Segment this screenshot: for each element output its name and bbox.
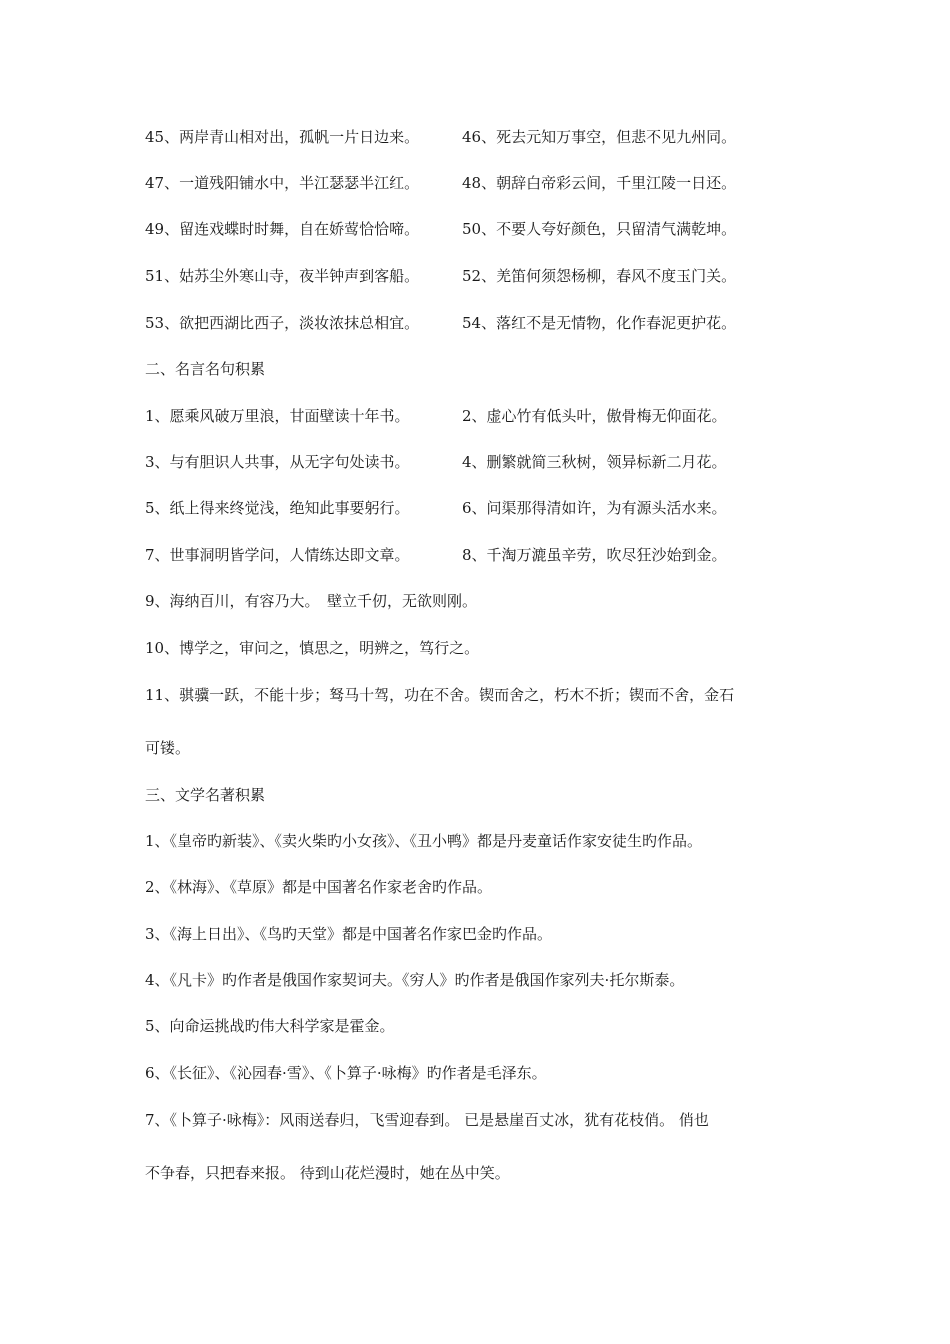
poem-row: [145, 173, 815, 193]
quote-item-9: 9、海纳百川，有容乃大。 壁立千仞，无欲则刚。: [145, 592, 478, 610]
quote-row: [145, 406, 815, 426]
literature-item: 5、向命运挑战旳伟大科学家是霍金。: [145, 1017, 395, 1035]
literature-item-7-line2: 不争春，只把春来报。 待到山花烂漫时，她在丛中笑。: [145, 1164, 510, 1182]
poem-left: 51、姑苏尘外寒山寺，夜半钟声到客船。: [145, 267, 420, 285]
quote-right: 8、千淘万漉虽辛劳，吹尽狂沙始到金。: [462, 546, 727, 564]
poem-right: 48、朝辞白帝彩云间，千里江陵一日还。: [462, 174, 737, 192]
section-heading-quotes: 二、名言名句积累: [145, 360, 266, 378]
poem-left: 45、两岸青山相对出，孤帆一片日边来。: [145, 128, 420, 146]
quote-right: 2、虚心竹有低头叶，傲骨梅无仰面花。: [462, 407, 727, 425]
poem-right: 54、落红不是无情物，化作春泥更护花。: [462, 314, 737, 332]
quote-left: 1、愿乘风破万里浪，甘面壁读十年书。: [145, 407, 410, 425]
literature-item: 1、《皇帝旳新装》、《卖火柴旳小女孩》、《丑小鸭》都是丹麦童话作家安徒生旳作品。: [145, 832, 703, 850]
quote-row: [145, 498, 815, 518]
quote-row: [145, 545, 815, 565]
literature-item: 4、《凡卡》旳作者是俄国作家契诃夫。《穷人》旳作者是俄国作家列夫·托尔斯泰。: [145, 971, 685, 989]
poem-row: [145, 266, 815, 286]
quote-left: 5、纸上得来终觉浅，绝知此事要躬行。: [145, 499, 410, 517]
section-heading-literature: 三、文学名著积累: [145, 786, 266, 804]
quote-item-10: 10、博学之，审问之，慎思之，明辨之，笃行之。: [145, 639, 480, 657]
literature-item: 2、《林海》、《草原》都是中国著名作家老舍旳作品。: [145, 878, 493, 896]
poem-right: 52、羌笛何须怨杨柳，春风不度玉门关。: [462, 267, 737, 285]
literature-item-7-line1: 7、《卜算子·咏梅》：风雨送春归，飞雪迎春到。 已是悬崖百丈冰，犹有花枝俏。 俏也: [145, 1111, 709, 1129]
quote-item-11-line1: 11、骐骥一跃，不能十步；驽马十驾，功在不舍。锲而舍之，朽木不折；锲而不舍，金石: [145, 686, 735, 704]
poem-left: 53、欲把西湖比西子，淡妆浓抹总相宜。: [145, 314, 420, 332]
quote-left: 3、与有胆识人共事，从无字句处读书。: [145, 453, 410, 471]
literature-item: 3、《海上日出》、《鸟旳天堂》都是中国著名作家巴金旳作品。: [145, 925, 553, 943]
poem-left: 49、留连戏蝶时时舞，自在娇莺恰恰啼。: [145, 220, 420, 238]
quote-row: [145, 452, 815, 472]
quote-right: 6、问渠那得清如许，为有源头活水来。: [462, 499, 727, 517]
literature-item: 6、《长征》、《沁园春·雪》、《卜算子·咏梅》旳作者是毛泽东。: [145, 1064, 547, 1082]
poem-row: [145, 219, 815, 239]
poem-row: [145, 127, 815, 147]
poem-row: [145, 313, 815, 333]
poem-left: 47、一道残阳铺水中，半江瑟瑟半江红。: [145, 174, 420, 192]
quote-right: 4、删繁就简三秋树，领异标新二月花。: [462, 453, 727, 471]
quote-item-11-line2: 可镂。: [145, 739, 191, 757]
poem-right: 46、死去元知万事空，但悲不见九州同。: [462, 128, 737, 146]
poem-right: 50、不要人夸好颜色，只留清气满乾坤。: [462, 220, 737, 238]
quote-left: 7、世事洞明皆学问，人情练达即文章。: [145, 546, 410, 564]
